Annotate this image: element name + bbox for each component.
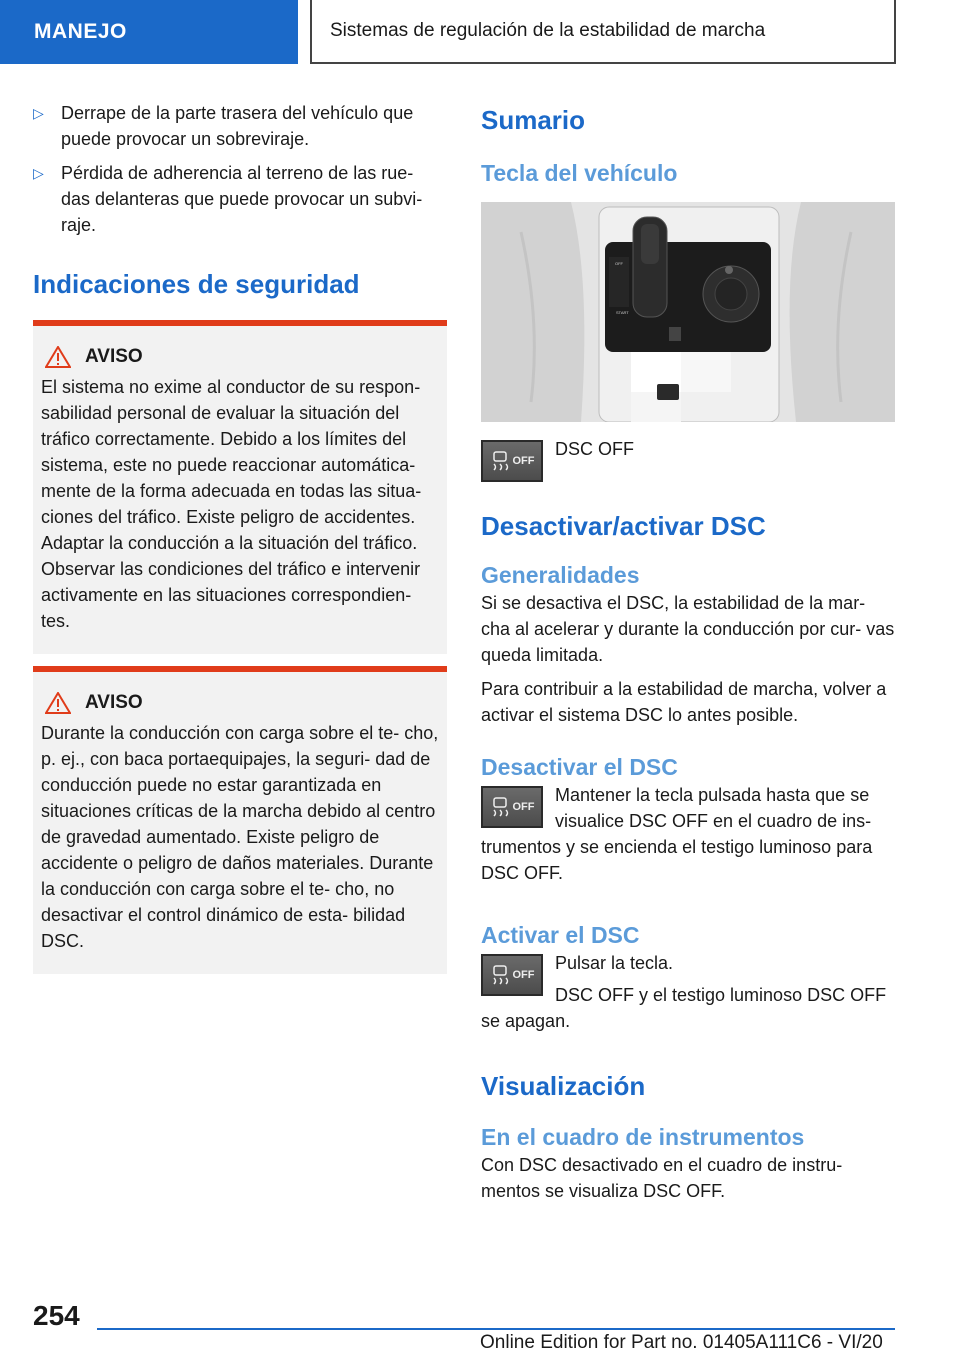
header-section [0, 0, 298, 64]
desactivar-activar-heading: Desactivar/activar DSC [481, 511, 766, 541]
activar-heading: Activar el DSC [481, 922, 640, 948]
car-skid-icon [490, 796, 510, 818]
dsc-icon-label: OFF [512, 969, 535, 981]
console-image [481, 202, 895, 422]
warning-title [41, 692, 439, 714]
car-skid-icon [490, 964, 510, 986]
generalidades-text: Si se desactiva el DSC, la estabilidad de la mar- cha al acelerar y durante la conducción por cur- vas queda limitada. [481, 593, 895, 665]
left-column [33, 100, 447, 974]
desactivar-block [481, 782, 895, 886]
footer-edition: Online Edition for Part no. 01405A111C6 - VI/20 [480, 1332, 883, 1353]
generalidades-heading: Generalidades [481, 562, 640, 588]
list-item [33, 100, 447, 152]
dsc-off-row [481, 440, 895, 482]
bullet-text: Pérdida de adherencia al terreno de las rue- das delanteras que puede provocar un subvi- raje. [61, 163, 423, 235]
warning-text: Durante la conducción con carga sobre el te- cho, p. ej., con baca portaequipajes, la seguri- dad de conducción puede no estar garantizada en situaciones críticas de la marcha debido al centro de gravedad aumentado. Existe peligro de accidente o peligro de daños materiales. Durante la conducción con carga sobre el te- cho, no desactivar el control dinámico de esta- bilidad DSC. [41, 723, 439, 951]
cuadro-heading: En el cuadro de instrumentos [481, 1124, 805, 1150]
sumario-heading: Sumario [481, 105, 586, 135]
triangle-bullet-icon: ▷ [33, 165, 44, 181]
activar-block [481, 950, 895, 1034]
right-column [481, 100, 895, 1204]
cuadro-text: Con DSC desactivado en el cuadro de instru- mentos se visualiza DSC OFF. [481, 1155, 843, 1201]
car-skid-icon [490, 450, 510, 472]
dsc-icon-label: OFF [512, 455, 535, 467]
warning-box [33, 320, 447, 654]
dsc-icon-label: OFF [512, 801, 535, 813]
list-item [33, 160, 447, 238]
header-chapter [310, 0, 896, 64]
warning-triangle-icon [45, 692, 71, 714]
header-chapter-label: Sistemas de regulación de la estabilidad de marcha [330, 20, 766, 41]
warning-text: El sistema no exime al conductor de su respon- sabilidad personal de evaluar la situación del tráfico correctamente. Debido a los límites del sistema, este no puede reaccionar automática- mente de la forma adecuada en todas las situa- ciones del tráfico. Existe peligro de accidentes. Adaptar la conducción a la situación del tráfico. Observar las condiciones del tráfico e intervenir activamente en las situaciones correspondien- tes. [41, 377, 422, 631]
header-section-label: MANEJO [34, 20, 127, 43]
activar-text-1: Pulsar la tecla. [555, 953, 674, 973]
center-console-illustration [481, 202, 895, 422]
dsc-off-button-icon [481, 786, 543, 828]
svg-text:START: START [616, 310, 629, 315]
dsc-off-label: DSC OFF [555, 439, 634, 459]
warning-box [33, 666, 447, 974]
dsc-off-button-icon [481, 954, 543, 996]
desactivar-heading: Desactivar el DSC [481, 754, 678, 780]
triangle-bullet-icon: ▷ [33, 105, 44, 121]
page-number: 254 [33, 1300, 80, 1331]
footer-divider [97, 1328, 895, 1330]
svg-text:OFF: OFF [615, 261, 623, 266]
dsc-off-button-icon [481, 440, 543, 482]
warning-triangle-icon [45, 346, 71, 368]
warning-label: AVISO [85, 692, 143, 713]
visualizacion-heading: Visualización [481, 1071, 646, 1101]
generalidades-text-2: Para contribuir a la estabilidad de marcha, volver a activar el sistema DSC lo antes posible. [481, 679, 887, 725]
bullet-text: Derrape de la parte trasera del vehículo que puede provocar un sobreviraje. [61, 103, 414, 149]
activar-text-2: DSC OFF y el testigo luminoso DSC OFF se apagan. [481, 985, 887, 1031]
safety-heading: Indicaciones de seguridad [33, 269, 360, 299]
warning-title [41, 346, 439, 368]
tecla-heading: Tecla del vehículo [481, 160, 678, 186]
desactivar-text: Mantener la tecla pulsada hasta que se visualice DSC OFF en el cuadro de ins- trumentos y se encienda el testigo luminoso para DSC OFF. [481, 785, 873, 883]
warning-label: AVISO [85, 346, 143, 367]
